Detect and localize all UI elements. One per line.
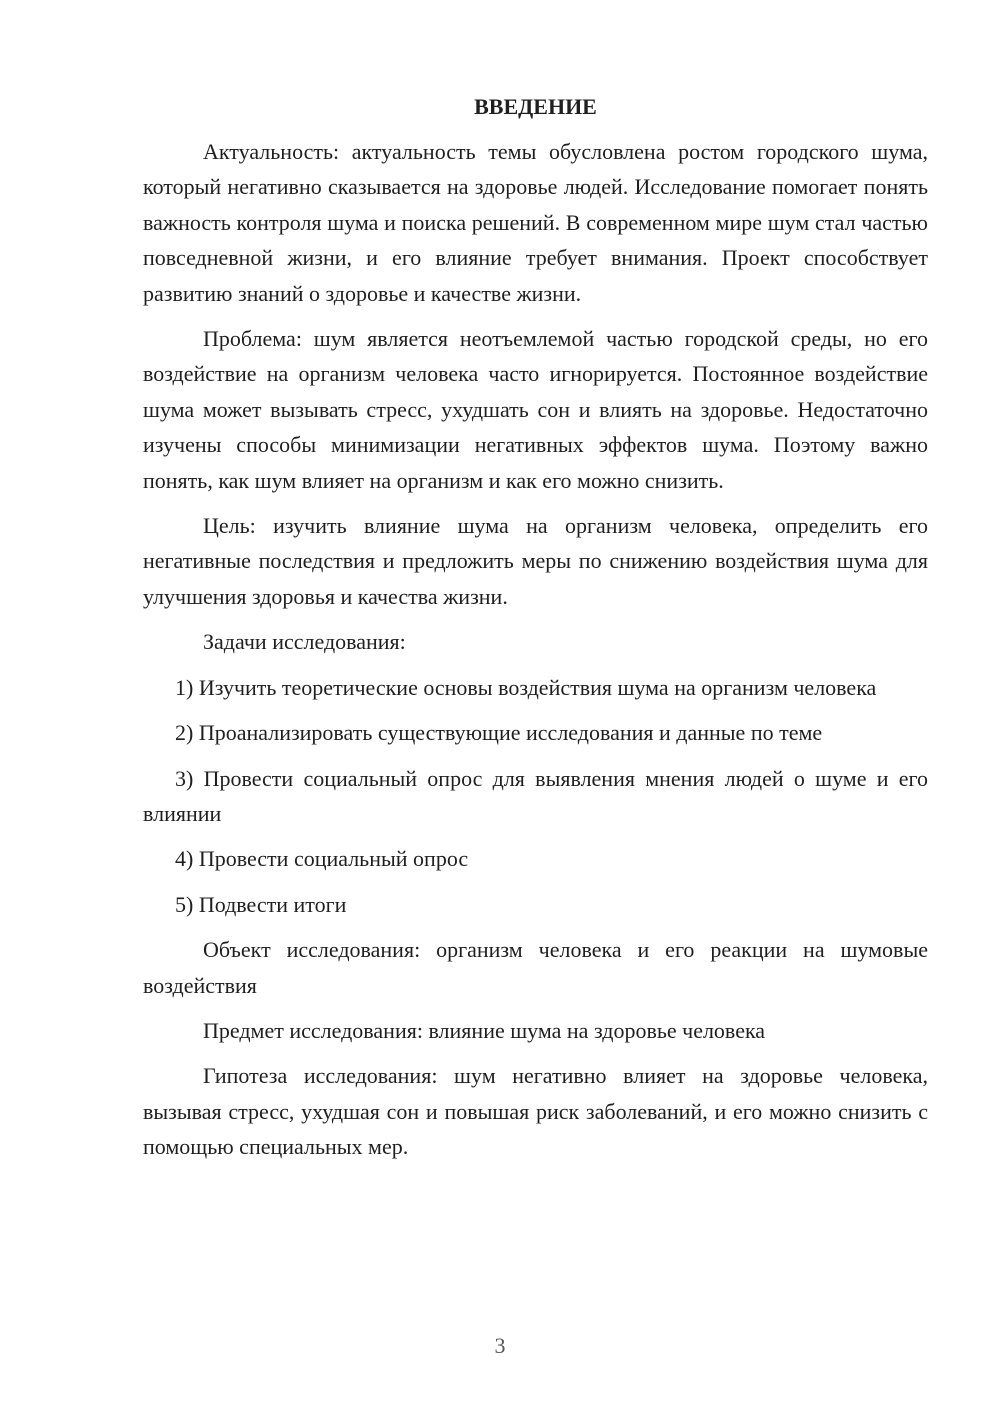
task-item: 3) Провести социальный опрос для выявления мнения людей о шуме и его влиянии — [143, 765, 928, 826]
page-number: 3 — [494, 1333, 506, 1358]
task-item: 5) Подвести итоги — [175, 891, 347, 917]
problem-paragraph: Проблема: шум является неотъемлемой частью городской среды, но его воздействие на организм человека часто игнорируется. Постоянное воздействие шума может вызывать стресс, ухудшать сон и влиять на здоровье. Недостаточно изучены способы минимизации негативных эффектов шума. Поэтому важно понять, как шум влияет на организм и как его можно снизить. — [143, 326, 928, 493]
task-item: 1) Изучить теоретические основы воздействия шума на организм человека — [175, 674, 877, 700]
goal-paragraph: Цель: изучить влияние шума на организм человека, определить его негативные последствия и предложить меры по снижению воздействия шума для улучшения здоровья и качества жизни. — [143, 513, 928, 609]
document-page — [143, 92, 928, 1175]
research-subject-paragraph: Предмет исследования: влияние шума на здоровье человека — [203, 1017, 766, 1043]
relevance-paragraph: Актуальность: актуальность темы обусловлена ростом городского шума, который негативно сказывается на здоровье людей. Исследование помогает понять важность контроля шума и поиска решений. В современном мире шум стал частью повседневной жизни, и его влияние требует внимания. Проект способствует развитию знаний о здоровье и качестве жизни. — [143, 139, 928, 306]
tasks-heading: Задачи исследования: — [203, 629, 406, 655]
section-title: ВВЕДЕНИЕ — [474, 94, 597, 119]
task-item: 2) Проанализировать существующие исследования и данные по теме — [175, 720, 823, 746]
task-item: 4) Провести социальный опрос — [175, 846, 469, 872]
research-object-paragraph: Объект исследования: организм человека и его реакции на шумовые воздействия — [143, 937, 928, 998]
hypothesis-paragraph: Гипотеза исследования: шум негативно влияет на здоровье человека, вызывая стресс, ухудшая сон и повышая риск заболеваний, и его можно снизить с помощью специальных мер. — [143, 1063, 928, 1160]
